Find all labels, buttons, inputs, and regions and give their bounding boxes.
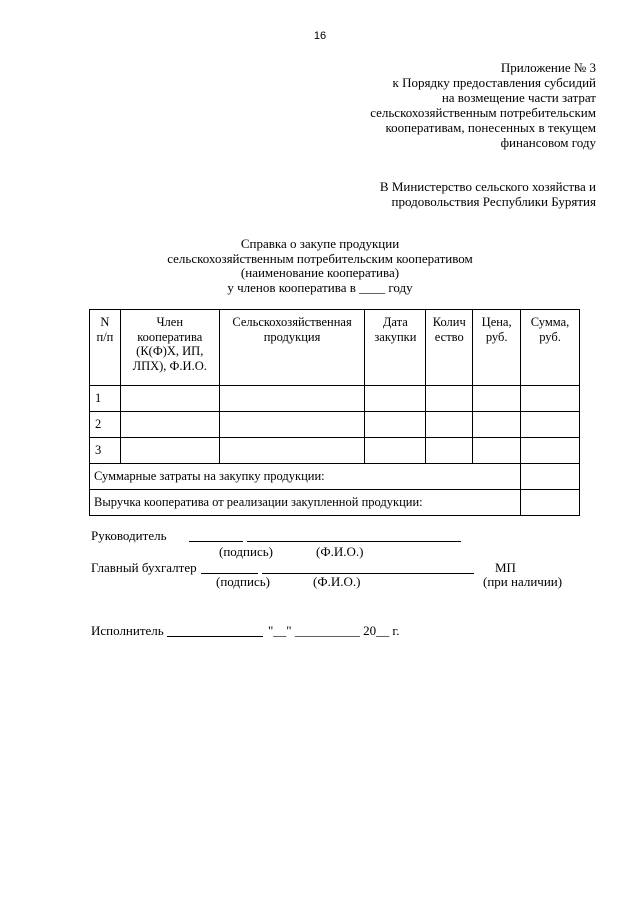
director-name-caption: (Ф.И.О.) (316, 544, 364, 559)
table-cell[interactable] (120, 386, 219, 412)
total-costs-label: Суммарные затраты на закупку продукции: (90, 464, 521, 490)
table-cell[interactable] (219, 438, 365, 464)
total-costs-value[interactable] (521, 464, 580, 490)
table-cell[interactable] (365, 438, 426, 464)
row-number: 3 (90, 438, 121, 464)
header-member: Член кооператива (К(Ф)Х, ИП, ЛПХ), Ф.И.О. (120, 310, 219, 386)
table-cell[interactable] (473, 412, 521, 438)
table-cell[interactable] (473, 438, 521, 464)
appendix-line: на возмещение части затрат (441, 90, 596, 105)
table-header-row (90, 310, 580, 386)
executor-date[interactable]: "__" __________ 20__ г. (268, 623, 400, 638)
table-cell[interactable] (365, 386, 426, 412)
header-quantity: Колич ество (426, 310, 473, 386)
executor-name-line[interactable] (167, 623, 263, 637)
table-cell[interactable] (426, 438, 473, 464)
revenue-value[interactable] (521, 490, 580, 516)
appendix-line: сельскохозяйственным потребительским (370, 105, 596, 120)
row-number: 1 (90, 386, 121, 412)
accountant-name-caption: (Ф.И.О.) (313, 574, 361, 589)
table-cell[interactable] (120, 438, 219, 464)
document-title (0, 237, 640, 295)
table-cell[interactable] (521, 386, 580, 412)
header-sum: Сумма, руб. (521, 310, 580, 386)
table-cell[interactable] (521, 438, 580, 464)
appendix-line: Приложение № 3 (500, 60, 596, 75)
appendix-line: финансовом году (500, 135, 596, 150)
header-date: Дата закупки (365, 310, 426, 386)
executor-label: Исполнитель (91, 623, 164, 638)
recipient-line: В Министерство сельского хозяйства и (379, 179, 596, 194)
accountant-signature-caption: (подпись) (216, 574, 270, 589)
title-line: (наименование кооператива) (240, 265, 400, 280)
appendix-line: к Порядку предоставления субсидий (392, 75, 596, 90)
row-number: 2 (90, 412, 121, 438)
recipient-block (296, 179, 596, 209)
revenue-row (90, 490, 580, 516)
stamp-label: МП (495, 560, 516, 575)
table-cell[interactable] (219, 386, 365, 412)
table-cell[interactable] (219, 412, 365, 438)
title-line: Справка о закупе продукции (240, 236, 400, 251)
table-row (90, 386, 580, 412)
table-cell[interactable] (120, 412, 219, 438)
director-signature-line[interactable] (189, 528, 243, 542)
appendix-heading (296, 60, 596, 150)
accountant-signature-line[interactable] (201, 560, 258, 574)
revenue-label: Выручка кооператива от реализации закупленной продукции: (90, 490, 521, 516)
table-cell[interactable] (365, 412, 426, 438)
director-name-line[interactable] (247, 528, 461, 542)
header-price: Цена, руб. (473, 310, 521, 386)
table-cell[interactable] (521, 412, 580, 438)
page-number: 16 (313, 30, 327, 42)
header-number: N п/п (90, 310, 121, 386)
director-label: Руководитель (91, 528, 167, 543)
purchase-table (89, 309, 580, 516)
table-row (90, 438, 580, 464)
table-cell[interactable] (473, 386, 521, 412)
header-product: Сельскохозяйственная продукция (219, 310, 365, 386)
accountant-name-line[interactable] (262, 560, 474, 574)
table-cell[interactable] (426, 412, 473, 438)
recipient-line: продовольствия Республики Бурятия (391, 194, 596, 209)
appendix-line: кооперативам, понесенных в текущем (385, 120, 596, 135)
title-line: сельскохозяйственным потребительским кооперативом (167, 250, 473, 266)
total-costs-row (90, 464, 580, 490)
table-cell[interactable] (426, 386, 473, 412)
table-row (90, 412, 580, 438)
accountant-label: Главный бухгалтер (91, 560, 197, 575)
director-signature-caption: (подпись) (219, 544, 273, 559)
title-line: у членов кооператива в ____ году (227, 279, 413, 295)
stamp-caption: (при наличии) (483, 574, 563, 589)
